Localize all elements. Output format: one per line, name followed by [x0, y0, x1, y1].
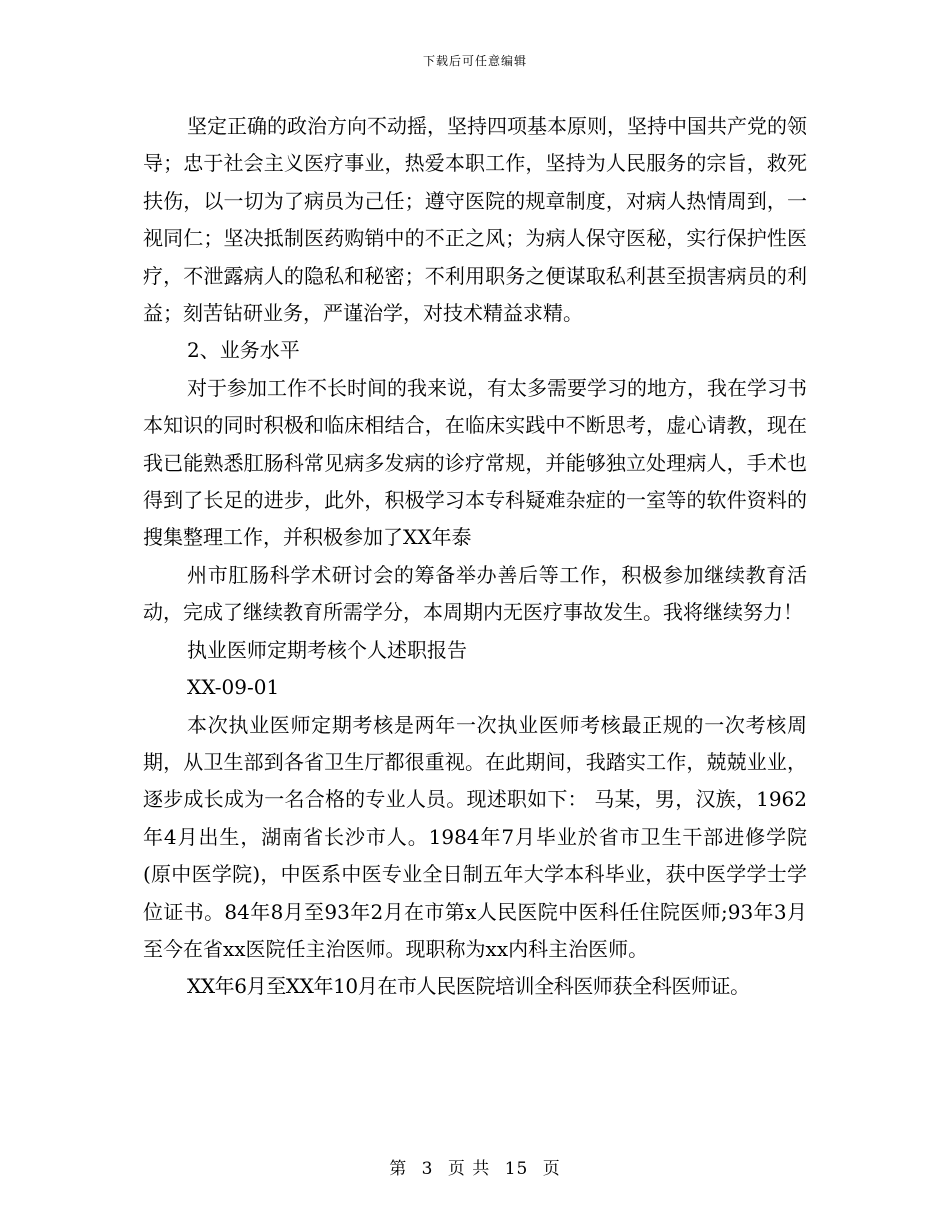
paragraph-business-level: 对于参加工作不长时间的我来说，有太多需要学习的地方，我在学习书本知识的同时积极和临床相结合，在临床实践中不断思考，虚心请教，现在我已能熟悉肛肠科常见病多发病的诊疗常规，并能够独立处理病人，手术也得到了长足的进步，此外，积极学习本专科疑难杂症的一室等的软件资料的搜集整理工作，并积极参加了XX年泰 — [143, 375, 807, 550]
paragraph-continuing-education: 州市肛肠科学术研讨会的筹备举办善后等工作，积极参加继续教育活动，完成了继续教育所需学分，本周期内无医疗事故发生。我将继续努力！ — [143, 562, 807, 625]
footer-suffix: 页 — [542, 1159, 561, 1179]
footer-page-number: 3 — [421, 1159, 434, 1179]
page-footer — [0, 1154, 950, 1179]
report-date: XX-09-01 — [187, 675, 280, 700]
footer-prefix: 第 — [389, 1159, 408, 1179]
section-heading-business-level: 2、业务水平 — [187, 338, 300, 363]
page-header: 下载后可任意编辑 — [422, 54, 527, 68]
footer-middle: 页 共 — [447, 1159, 491, 1179]
footer-total-pages: 15 — [504, 1159, 529, 1179]
document-body — [143, 108, 807, 1006]
paragraph-political-stance: 坚定正确的政治方向不动摇，坚持四项基本原则，坚持中国共产党的领导；忠于社会主义医疗事业，热爱本职工作，坚持为人民服务的宗旨，救死扶伤，以一切为了病员为己任；遵守医院的规章制度，对病人热情周到，一视同仁；坚决抵制医药购销中的不正之风；为病人保守医秘，实行保护性医疗，不泄露病人的隐私和秘密；不利用职务之便谋取私利甚至损害病员的利益；刻苦钻研业务，严谨治学，对技术精益求精。 — [143, 114, 807, 326]
paragraph-personal-profile: 本次执业医师定期考核是两年一次执业医师考核最正规的一次考核周期，从卫生部到各省卫生厅都很重视。在此期间，我踏实工作，兢兢业业，逐步成长成为一名合格的专业人员。现述职如下： 马某，男，汉族，1962年4月出生，湖南省长沙市人。1984年7月毕业於省市卫生干部进修学院(原中医学院)，中医系中医专业全日制五年大学本科毕业，获中医学学士学位证书。84年8月至93年2月在市第x人民医院中医科任住院医师;93年3月至今在省xx医院任主治医师。现职称为xx内科主治医师。 — [143, 712, 807, 961]
report-title: 执业医师定期考核个人述职报告 — [187, 637, 467, 662]
paragraph-training: XX年6月至XX年10月在市人民医院培训全科医师获全科医师证。 — [187, 974, 750, 999]
